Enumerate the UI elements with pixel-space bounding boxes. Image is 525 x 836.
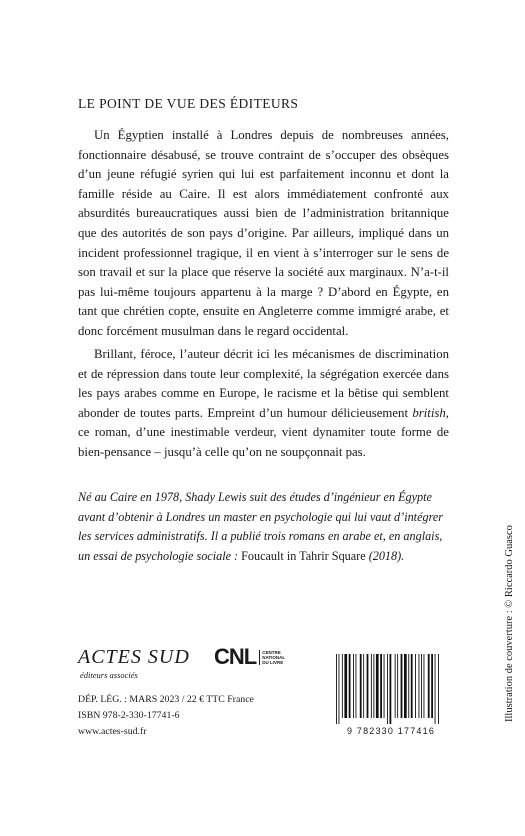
author-bio-year: (2018). bbox=[368, 548, 405, 563]
summary-paragraph-1: Un Égyptien installé à Londres depuis de nombreuses années, fonctionnaire désabusé, se trouve contraint de s’occuper des obsèques d’un jeune réfugié syrien qui lui est parfaitement inconnu et dont la famille réside au Caire. Il est alors immédiatement confronté aux absurdités bureaucratiques aussi bien de l’administration britannique que des autorités de son pays d’origine. Par ailleurs, impliqué dans un incident professionnel tragique, il en vient à s’interroger sur le sens de son travail et sur la place que réserve la société aux marginaux. N’a-t-il pas lui-même toujours appartenu à la marge ? D’abord en Égypte, en tant que chrétien copte, ensuite en Angleterre comme immigré arabe, et donc forcément musulman dans le regard occidental. bbox=[78, 128, 449, 338]
barcode-bar bbox=[384, 654, 385, 718]
barcode-bar bbox=[349, 654, 351, 718]
barcode-bar bbox=[404, 654, 407, 718]
barcode-bar bbox=[373, 654, 374, 718]
barcode-bar bbox=[376, 654, 379, 718]
isbn: ISBN 978-2-330-17741-6 bbox=[78, 710, 180, 721]
cnl-logo-text bbox=[259, 650, 285, 665]
barcode-number: 9 782330 177416 bbox=[346, 726, 436, 736]
barcode-bar bbox=[380, 654, 382, 718]
barcode-bar bbox=[438, 654, 439, 724]
barcode-bar bbox=[344, 654, 347, 718]
website: www.actes-sud.fr bbox=[78, 726, 147, 737]
barcode-bar bbox=[421, 654, 422, 718]
barcode-bar bbox=[431, 654, 433, 718]
section-heading: LE POINT DE VUE DES ÉDITEURS bbox=[78, 96, 299, 111]
cnl-logo-line-2: NATIONAL bbox=[262, 654, 286, 660]
publisher-logo: ACTES SUD bbox=[78, 646, 190, 668]
cnl-logo-mark: CNL bbox=[214, 644, 257, 669]
paragraph-2-text-end: , ce roman, d’une inestimable verdeur, vient dynamiter toute forme de bien-pensance – jusqu’à celle qu’on ne soupçonnait pas. bbox=[78, 405, 449, 459]
barcode-bar bbox=[415, 654, 416, 718]
legal-deposit: DÉP. LÉG. : MARS 2023 / 22 € TTC France bbox=[78, 694, 254, 705]
barcode-bar bbox=[387, 654, 388, 724]
barcode-bar bbox=[419, 654, 420, 718]
summary-paragraph-2 bbox=[78, 345, 449, 463]
barcode-bar bbox=[397, 654, 398, 718]
barcode-bar bbox=[395, 654, 396, 718]
author-bio bbox=[78, 488, 449, 566]
barcode-bar bbox=[367, 654, 369, 718]
barcode-bar bbox=[435, 654, 436, 724]
barcode-bar bbox=[411, 654, 413, 718]
author-bio-text: Né au Caire en 1978, Shady Lewis suit des études d’ingénieur en Égypte avant d’obtenir à Londres un master en psychologie qui lui vaut d’intégrer les services administratifs. Il a publié trois romans en arabe et, en anglais, un essai de psychologie sociale : bbox=[78, 490, 444, 563]
cover-illustration-credit: Illustration de couverture : © Riccardo Guasco bbox=[504, 525, 515, 722]
barcode-bar bbox=[339, 654, 340, 724]
barcode-bar bbox=[428, 654, 430, 718]
barcode-bar bbox=[342, 654, 343, 718]
cnl-logo-line-3: DU LIVRE bbox=[262, 659, 284, 665]
barcode-bar bbox=[363, 654, 364, 718]
publisher-subtitle: éditeurs associés bbox=[80, 670, 138, 680]
barcode-bar bbox=[336, 654, 337, 724]
barcode-bar bbox=[371, 654, 372, 718]
paragraph-2-text-start: Brillant, féroce, l’auteur décrit ici les mécanismes de discrimination et de répression dans toute leur complexité, la ségrégation exercée dans les pays arabes comme en Europe, le racisme et la bêtise qui semblent abonder de toutes parts. Empreint d’un humour délicieusement bbox=[78, 347, 449, 420]
barcode-bar bbox=[353, 654, 354, 718]
barcode-bar bbox=[356, 654, 357, 718]
barcode-bar bbox=[390, 654, 392, 724]
barcode-bar bbox=[424, 654, 425, 718]
paragraph-2-italic-word: british bbox=[412, 405, 446, 420]
cnl-logo bbox=[214, 644, 285, 670]
barcode-bars bbox=[330, 652, 450, 724]
barcode-bar bbox=[401, 654, 403, 718]
barcode-bar bbox=[360, 654, 362, 718]
cnl-logo-line-1: CENTRE bbox=[262, 649, 281, 655]
barcode-bar bbox=[408, 654, 409, 718]
author-bio-book-title: Foucault in Tahrir Square bbox=[241, 548, 366, 563]
